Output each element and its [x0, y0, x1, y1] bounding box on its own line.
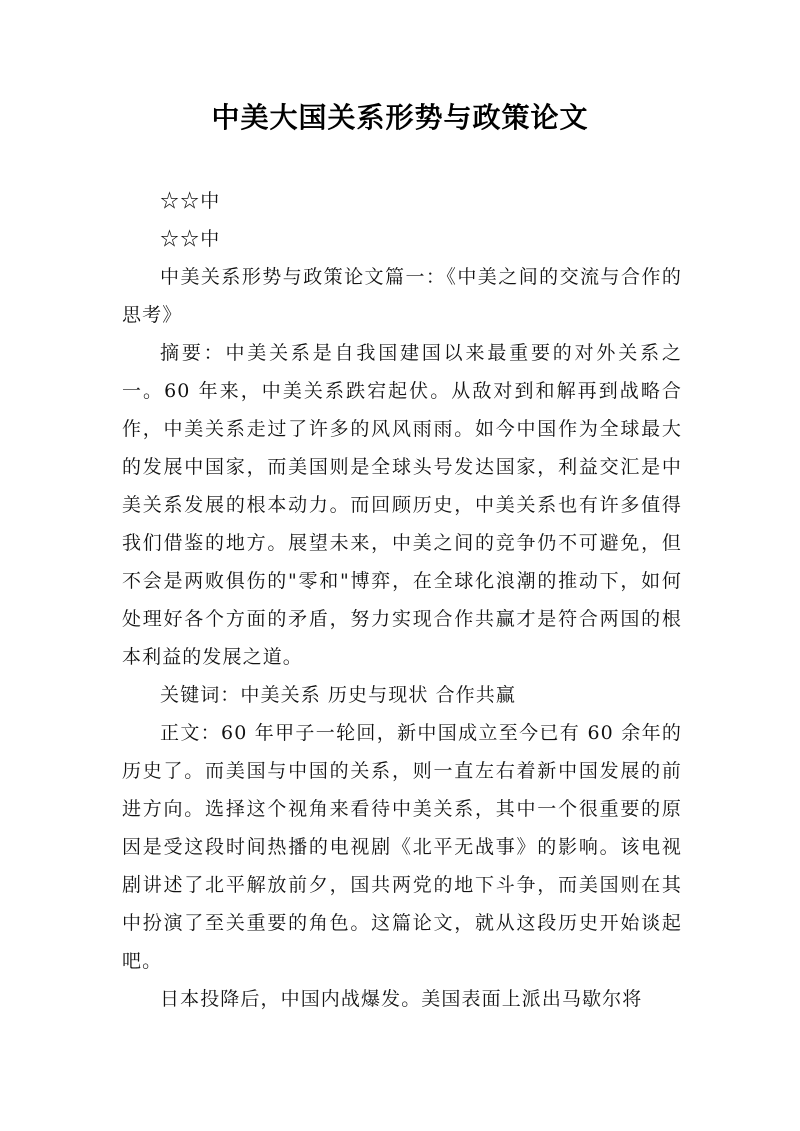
document-title: 中美大国关系形势与政策论文	[211, 101, 589, 134]
paragraph-abstract: 摘要：中美关系是自我国建国以来最重要的对外关系之一。60 年来，中美关系跌宕起伏。从敌对到和解再到战略合作，中美关系走过了许多的风风雨雨。如今中国作为全球最大的发展中国家，而美国则是全球头号发达国家，利益交汇是中美关系发展的根本动力。而回顾历史，中美关系也有许多值得我们借鉴的地方。展望未来，中美之间的竞争仍不可避免，但不会是两败俱伤的"零和"博弈，在全球化浪潮的推动下，如何处理好各个方面的矛盾，努力实现合作共赢才是符合两国的根本利益的发展之道。	[122, 342, 682, 668]
document-body	[122, 182, 682, 1018]
paragraph-heading: 中美关系形势与政策论文篇一：《中美之间的交流与合作的思考》	[122, 266, 682, 326]
paragraph-star-line-1: ☆☆中	[160, 190, 221, 212]
paragraph-main-text: 正文：60 年甲子一轮回，新中国成立至今已有 60 余年的历史了。而美国与中国的关系，则一直左右着新中国发展的前进方向。选择这个视角来看待中美关系，其中一个很重要的原因是受这段时间热播的电视剧《北平无战事》的影响。该电视剧讲述了北平解放前夕，国共两党的地下斗争，而美国则在其中扮演了至关重要的角色。这篇论文，就从这段历史开始谈起吧。	[122, 722, 682, 972]
paragraph-keywords: 关键词：中美关系 历史与现状 合作共赢	[160, 684, 516, 706]
paragraph-continuation: 日本投降后，中国内战爆发。美国表面上派出马歇尔将	[160, 988, 643, 1010]
paragraph-star-line-2: ☆☆中	[160, 228, 221, 250]
